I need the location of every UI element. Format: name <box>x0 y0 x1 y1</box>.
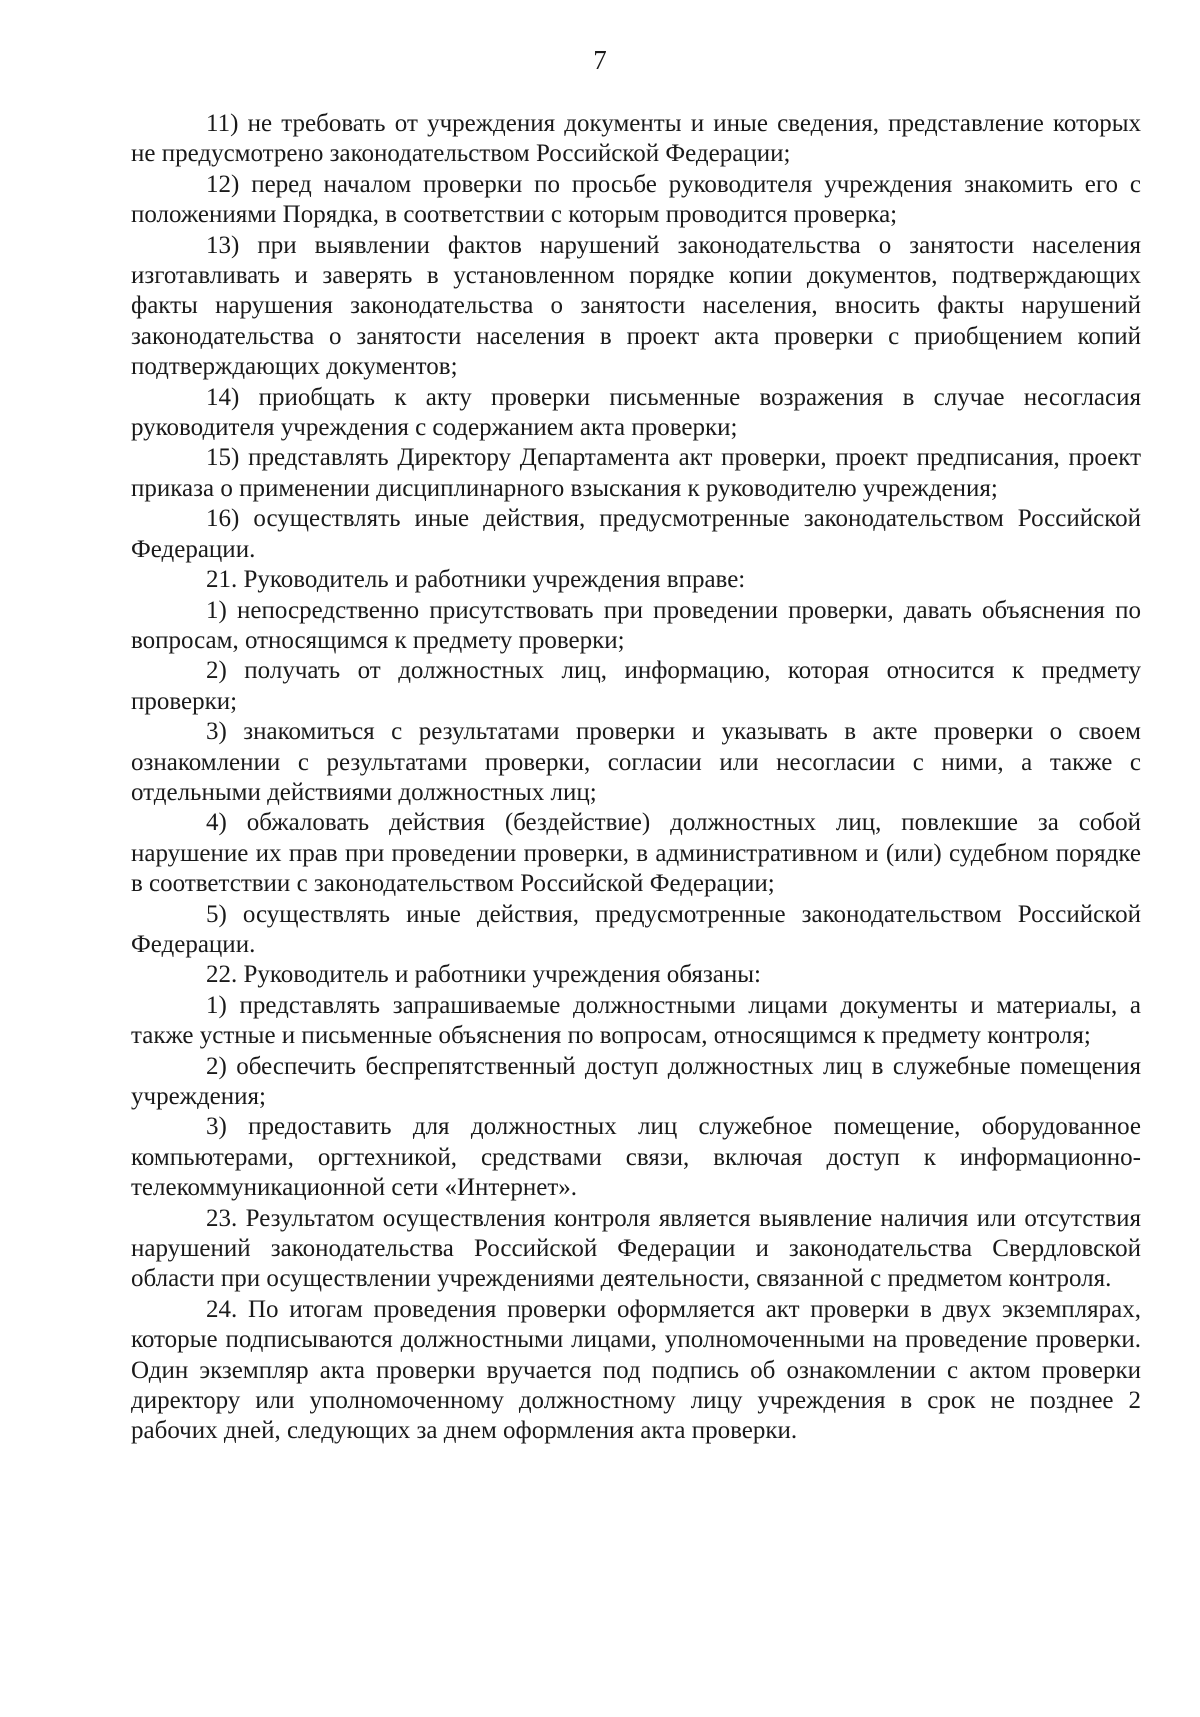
section-24: 24. По итогам проведения проверки оформляется акт проверки в двух экземплярах, которые подписываются должностными лицами, уполномоченными на проведение проверки. Один экземпляр акта проверки вручается под подпись об ознакомлении с актом проверки директору или уполномоченному должностному лицу учреждения в срок не позднее 2 рабочих дней, следующих за днем оформления акта проверки. <box>131 1295 1141 1445</box>
paragraph-22-item-2: 2) обеспечить беспрепятственный доступ должностных лиц в служебные помещения учреждения; <box>131 1052 1141 1110</box>
paragraph-21-item-4: 4) обжаловать действия (бездействие) должностных лиц, повлекшие за собой нарушение их прав при проведении проверки, в административном и (или) судебном порядке в соответствии с законодательством Российской Федерации; <box>131 809 1141 898</box>
page-number: 7 <box>593 45 607 75</box>
paragraph-22-item-3: 3) предоставить для должностных лиц служебное помещение, оборудованное компьютерами, оргтехникой, средствами связи, включая доступ к информационно-телекоммуникационной сети «Интернет». <box>131 1113 1141 1202</box>
paragraph-22-item-1: 1) представлять запрашиваемые должностными лицами документы и материалы, а также устные и письменные объяснения по вопросам, относящимся к предмету контроля; <box>131 991 1141 1050</box>
paragraph-21-item-5: 5) осуществлять иные действия, предусмотренные законодательством Российской Федерации. <box>131 900 1141 958</box>
section-22-heading: 22. Руководитель и работники учреждения обязаны: <box>206 961 761 989</box>
paragraph-item-12: 12) перед началом проверки по просьбе руководителя учреждения знакомить его с положениями Порядка, в соответствии с которым проводится проверка; <box>131 170 1141 229</box>
paragraph-item-11: 11) не требовать от учреждения документы и иные сведения, представление которых не предусмотрено законодательством Российской Федерации; <box>131 110 1141 168</box>
paragraph-item-15: 15) представлять Директору Департамента акт проверки, проект предписания, проект приказа о применении дисциплинарного взыскания к руководителю учреждения; <box>131 444 1141 502</box>
section-21-heading: 21. Руководитель и работники учреждения вправе: <box>206 566 746 594</box>
paragraph-21-item-1: 1) непосредственно присутствовать при проведении проверки, давать объяснения по вопросам, относящимся к предмету проверки; <box>131 596 1141 654</box>
section-23: 23. Результатом осуществления контроля является выявление наличия или отсутствия нарушений законодательства Российской Федерации и законодательства Свердловской области при осуществлении учреждениями деятельности, связанной с предметом контроля. <box>131 1204 1141 1293</box>
paragraph-21-item-2: 2) получать от должностных лиц, информацию, которая относится к предмету проверки; <box>131 657 1141 715</box>
document-body <box>131 109 1141 1447</box>
paragraph-item-13: 13) при выявлении фактов нарушений законодательства о занятости населения изготавливать и заверять в установленном порядке копии документов, подтверждающих факты нарушения законодательства о занятости населения, вносить факты нарушений законодательства о занятости населения в проект акта проверки с приобщением копий подтверждающих документов; <box>131 231 1141 381</box>
paragraph-item-14: 14) приобщать к акту проверки письменные возражения в случае несогласия руководителя учреждения с содержанием акта проверки; <box>131 383 1141 442</box>
paragraph-item-16: 16) осуществлять иные действия, предусмотренные законодательством Российской Федерации. <box>131 505 1141 563</box>
paragraph-21-item-3: 3) знакомиться с результатами проверки и указывать в акте проверки о своем ознакомлении с результатами проверки, согласии или несогласии с ними, а также с отдельными действиями должностных лиц; <box>131 718 1141 806</box>
